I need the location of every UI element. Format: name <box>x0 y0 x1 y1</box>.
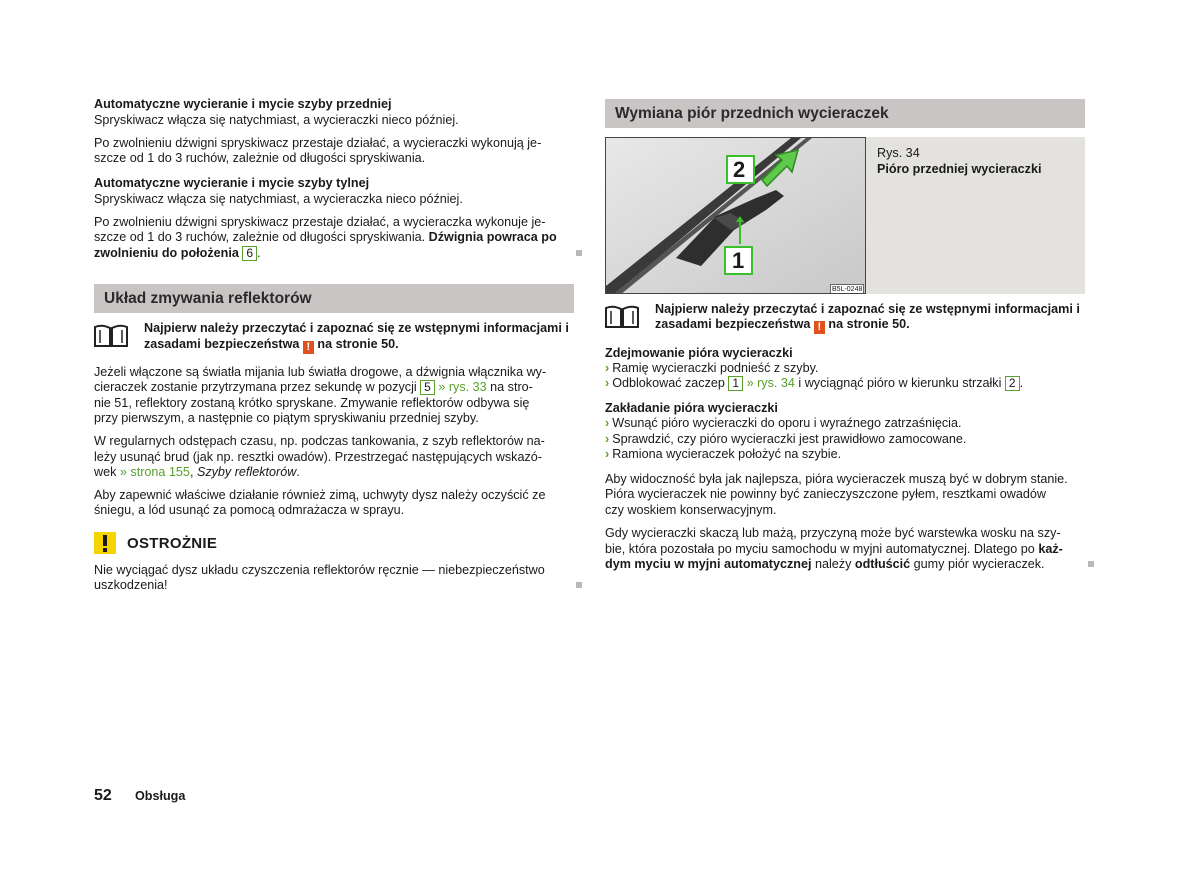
p3-line2: śniegu, a lód usunąć za pomocą odmrażacza w sprayu. <box>94 503 405 517</box>
p2-line3: dym myciu w myjni automatycznej należy odtłuścić gumy piór wycieraczek. <box>605 557 1045 571</box>
p1-line1: Jeżeli włączone są światła mijania lub światła drogowe, a dźwignia włącznika wy- <box>94 365 547 379</box>
callout-2: 2 <box>733 157 746 182</box>
install-step3: › Ramiona wycieraczek położyć na szybie. <box>605 447 842 461</box>
section-title: Układ zmywania reflektorów <box>104 290 312 307</box>
p2-line2: leży usunąć brud (jak np. resztki owadów). Przestrzegać następujących wskazó- <box>94 450 542 464</box>
p1-line2: Pióra wycieraczek nie powinny być zanieczyszczone pyłem, resztkami owadów <box>605 487 1046 501</box>
book-icon <box>94 323 128 349</box>
section-end-marker <box>576 582 582 588</box>
callout-ref-2: 2 <box>1005 376 1020 391</box>
auto-front-text: Spryskiwacz włącza się natychmiast, a wycieraczki nieco później. <box>94 113 459 127</box>
remove-title: Zdejmowanie pióra wycieraczki <box>605 346 793 360</box>
note-line1: Najpierw należy przeczytać i zapoznać się ze wstępnymi informacjami i <box>655 302 1080 316</box>
caution-title: OSTROŻNIE <box>127 535 218 552</box>
figure-link[interactable]: » rys. 33 <box>438 380 487 394</box>
caution-line1: Nie wyciągać dysz układu czyszczenia reflektorów ręcznie — niebezpieczeństwo <box>94 563 545 577</box>
book-icon <box>605 304 639 330</box>
p1-line3: nie 51, reflektory zostaną krótko spryskane. Zmywanie reflektorów odbywa się <box>94 396 530 410</box>
safety-page-reference[interactable]: na stronie 50. <box>317 337 399 351</box>
install-step2: › Sprawdzić, czy pióro wycieraczki jest prawidłowo zamocowane. <box>605 432 967 446</box>
step-arrow-icon: › <box>605 361 610 375</box>
callout-1: 1 <box>732 248 745 273</box>
p1-line3: czy woskiem konserwacyjnym. <box>605 503 777 517</box>
p2-line1: W regularnych odstępach czasu, np. podczas tankowania, z szyb reflektorów na- <box>94 434 545 448</box>
page-number: 52 <box>94 787 112 804</box>
p2-line2: bie, która pozostała po myciu samochodu w myjni automatycznej. Dlatego po każ- <box>605 542 1063 556</box>
step-arrow-icon: › <box>605 447 610 461</box>
position-number: 6 <box>242 246 257 261</box>
wiper-blade-photo <box>605 137 866 294</box>
warning-icon: ! <box>303 341 314 354</box>
remove-step1: › Ramię wycieraczki podnieść z szyby. <box>605 361 819 375</box>
p2-line1: Gdy wycieraczki skaczą lub mażą, przyczyną może być warstewka wosku na szy- <box>605 526 1061 540</box>
position-number: 5 <box>420 380 435 395</box>
caution-line2: uszkodzenia! <box>94 578 168 592</box>
rear-release-line1: Po zwolnieniu dźwigni spryskiwacz przestaje działać, a wycieraczka wykonuje je- <box>94 215 546 229</box>
p1-line1: Aby widoczność była jak najlepsza, pióra wycieraczek muszą być w dobrym stanie. <box>605 472 1068 486</box>
install-title: Zakładanie pióra wycieraczki <box>605 401 778 415</box>
front-release-line1: Po zwolnieniu dźwigni spryskiwacz przestaje działać, a wycieraczki wykonują je- <box>94 136 542 150</box>
caution-icon <box>94 532 116 554</box>
figure-link[interactable]: » rys. 34 <box>746 376 795 390</box>
rear-release-line3: zwolnieniu do położenia 6 . <box>94 246 261 260</box>
auto-rear-title: Automatyczne wycieranie i mycie szyby tylnej <box>94 176 370 190</box>
p1-line2: cieraczek zostanie przytrzymana przez sekundę w pozycji 5 » rys. 33 na stro- <box>94 380 533 394</box>
safety-page-reference[interactable]: na stronie 50. <box>828 317 910 331</box>
step-arrow-icon: › <box>605 432 610 446</box>
step-arrow-icon: › <box>605 376 610 390</box>
section-bar-headlight-washer <box>94 284 574 313</box>
figure-34 <box>605 137 1085 294</box>
auto-front-title: Automatyczne wycieranie i mycie szyby przedniej <box>94 97 392 111</box>
section-end-marker <box>576 250 582 256</box>
section-end-marker <box>1088 561 1094 567</box>
note-line1: Najpierw należy przeczytać i zapoznać się ze wstępnymi informacjami i <box>144 321 569 335</box>
footer-section: Obsługa <box>135 789 186 803</box>
p2-line3: wek » strona 155, Szyby reflektorów. <box>94 465 300 479</box>
warning-icon: ! <box>814 321 825 334</box>
step-arrow-icon: › <box>605 416 610 430</box>
section-title: Wymiana piór przednich wycieraczek <box>615 105 889 122</box>
section-bar-wiper-blades <box>605 99 1085 128</box>
install-step1: › Wsunąć pióro wycieraczki do oporu i wyraźnego zatrzaśnięcia. <box>605 416 962 430</box>
p1-line4: przy pierwszym, a następnie co piątym spryskiwaniu przedniej szyby. <box>94 411 479 425</box>
figure-code: B5L-0248 <box>832 286 863 293</box>
figure-caption: Pióro przedniej wycieraczki <box>877 162 1042 176</box>
p3-line1: Aby zapewnić właściwe działanie również zimą, uchwyty dysz należy oczyścić ze <box>94 488 546 502</box>
note-line2: zasadami bezpieczeństwa ! na stronie 50. <box>655 317 910 333</box>
callout-ref-1: 1 <box>728 376 743 391</box>
auto-rear-text: Spryskiwacz włącza się natychmiast, a wycieraczka nieco później. <box>94 192 463 206</box>
remove-step2: › Odblokować zaczep 1 » rys. 34 i wyciągnąć pióro w kierunku strzałki 2 . <box>605 376 1024 390</box>
note-line2: zasadami bezpieczeństwa ! na stronie 50. <box>144 337 399 353</box>
page-link[interactable]: » strona 155 <box>119 465 190 479</box>
rear-release-line2: szcze od 1 do 3 ruchów, zależnie od długości spryskiwania. Dźwignia powraca po <box>94 230 557 244</box>
front-release-line2: szcze od 1 do 3 ruchów, zależnie od długości spryskiwania. <box>94 151 426 165</box>
figure-number: Rys. 34 <box>877 146 920 160</box>
